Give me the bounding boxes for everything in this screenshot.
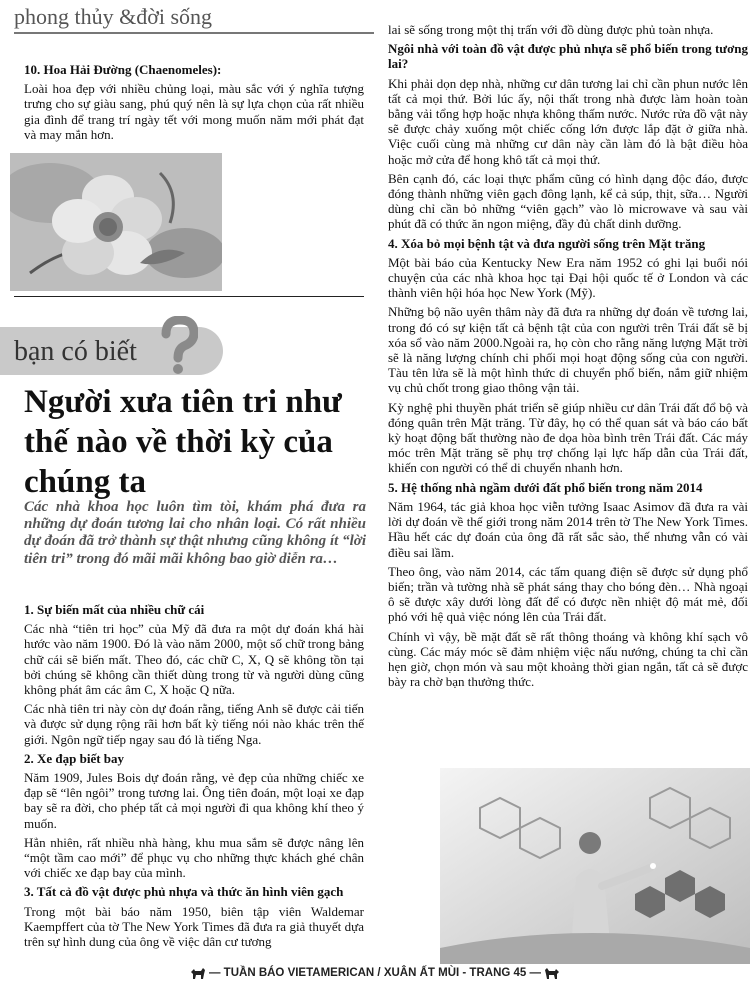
section-2-paragraph: Hẳn nhiên, rất nhiều nhà hàng, khu mua sắm sẽ được nâng lên “một tầm cao mới” để phục vụ cho những thực khách ghé chân với chiếc xe đạp bay của mình. — [24, 834, 364, 881]
section-3-paragraph: Trong một bài báo năm 1950, biên tập viên Waldemar Kaempffert của tờ The New York Times đã đưa ra giả thuyết dựa trên sự hình dung của ông về việc dân cư tương — [24, 903, 364, 950]
section-divider — [14, 296, 364, 297]
flower-heading: 10. Hoa Hải Đường (Chaenomeles): — [24, 62, 222, 77]
left-column — [24, 602, 364, 953]
section-5-paragraph: Năm 1964, tác giả khoa học viễn tưởng Isaac Asimov đã đưa ra vài lời dự đoán về thế giới trong năm 2014 trên tờ The New York Times. Hầu hết các dự đoán của ông đã rất sắc sảo, thế nhưng vẫn có vài điều sai lầm. — [388, 498, 748, 560]
section-2-paragraph: Năm 1909, Jules Bois dự đoán rằng, vẻ đẹp của những chiếc xe đạp sẽ “lên ngôi” trong tương lai. Ông tiên đoán, một loại xe đạp bay sẽ ra đời, cho phép tất cả mọi người đi qua không khí theo ý muốn. — [24, 770, 364, 831]
section-4-paragraph: Kỳ nghệ phi thuyền phát triển sẽ giúp nhiều cư dân Trái đất đổ bộ và đóng quân trên Mặt trăng. Từ đây, họ có thể quan sát và báo cáo bất kỳ hoạt động bất thường nào đe dọa hòa bình trên Trái đất. Các máy móc trên Mặt trăng sẽ phụ trợ chống lại lực hấp dẫn của Trái đất, khiến con người có thể di chuyển nhanh hơn. — [388, 399, 748, 476]
camellia-photo — [10, 153, 222, 291]
section-3-continuation: lai sẽ sống trong một thị trấn với đồ dùng được phủ toàn nhựa. — [388, 22, 714, 37]
right-column — [388, 22, 748, 693]
section-1-paragraph: Các nhà tiên tri này còn dự đoán rằng, tiếng Anh sẽ được cải tiến và được sử dụng rộng rãi hơn bất kỳ tiếng nói nào khác trên thế giới. Ngôn ngữ tiếp ngay sau đó là tiếng Nga. — [24, 701, 364, 747]
banner-label: bạn có biết — [14, 336, 137, 367]
footer-text: — TUẦN BÁO VIETAMERICAN / XUÂN ẤT MÙI - TRANG 45 — — [208, 967, 541, 980]
section-1-heading: 1. Sự biến mất của nhiều chữ cái — [24, 602, 205, 617]
article-title: Người xưa tiên tri như thế nào về thời kỳ của chúng ta — [24, 384, 342, 500]
section-header: phong thủy &đời sống — [14, 4, 213, 29]
header-rule — [14, 32, 374, 34]
plastic-home-heading: Ngôi nhà với toàn đồ vật được phủ nhựa sẽ phổ biến trong tương lai? — [388, 41, 748, 72]
section-4-paragraph: Một bài báo của Kentucky New Era năm 1952 có ghi lại buổi nói chuyện của các nhà khoa học tại Đại hội quốc tế ở London và các thành viên hội hóa học New York (Mỹ). — [388, 254, 748, 301]
camellia-illustration — [10, 153, 222, 291]
plastic-home-paragraph: Bên cạnh đó, các loại thực phẩm cũng có hình dạng độc đáo, được đóng thành những viên gạch đông lạnh, kể cả súp, thịt, sữa… Người dùng chỉ cần bỏ những “viên gạch” vào lò microwave và sau vài phút đã có thức ăn ngon miệng, đầy đủ chất dinh dưỡng. — [388, 170, 748, 232]
section-5-paragraph: Chính vì vậy, bề mặt đất sẽ rất thông thoáng và không khí sạch vô cùng. Các máy móc sẽ đảm nhiệm việc nấu nướng, chúng ta chỉ cần hẹn giờ, chọn món và sau một khoảng thời gian ngắn, tất cả sẽ được bày ra chờ bạn thưởng thức. — [388, 628, 748, 690]
flower-body: Loài hoa đẹp với nhiều chủng loại, màu sắc với ý nghĩa tượng trưng cho sự giàu sang, phú quý nên là sự lựa chọn của rất nhiều gia đình để trang trí ngày tết với mong muốn năm mới phát đạt và may mắn hơn. — [24, 81, 364, 142]
article-intro: Các nhà khoa học luôn tìm tòi, khám phá đưa ra những dự đoán tương lai cho nhân loại. Có rất nhiều dự đoán đã trở thành sự thật nhưng cũng không ít “lời tiên tri” trong đó mãi mãi không bao giờ diễn ra… — [24, 499, 366, 567]
woman-hologram-illustration — [440, 768, 750, 964]
section-4-paragraph: Những bộ não uyên thâm này đã đưa ra những dự đoán về tương lai, trong đó có sự kiện tất cả bệnh tật của con người trên Trái đất sẽ bị xóa sổ vào năm 2000.Ngoài ra, họ còn cho rằng năng lượng Mặt trời sẽ là năng lượng chính chi phối mọi hoạt động sống của con người. Tàu tên lửa sẽ là một hình thức di chuyển phổ biến, nắm giữ nhiệm vụ chủ chốt trong giao thông vận tải. — [388, 304, 748, 396]
section-3-heading: 3. Tất cả đồ vật được phủ nhựa và thức ăn hình viên gạch — [24, 884, 344, 900]
question-mark-icon — [158, 316, 198, 376]
dog-right-icon — [544, 966, 560, 980]
plastic-home-paragraph: Khi phải dọn dẹp nhà, những cư dân tương lai chỉ cần phun nước lên tất cả mọi thứ. Bởi lúc ấy, nội thất trong nhà được làm hoàn toàn bằng vải tổng hợp hoặc nhựa không thấm nước. Nước rửa đồ vật này sẽ được chảy xuống một chiếc cống lớn được lắp đặt ở giữa nhà. Việc cuối cùng mà những cư dân này cần làm đó là bật điều hòa hoặc mở cửa để hong khô tất cả mọi thứ. — [388, 75, 748, 167]
page-footer — [0, 966, 750, 980]
dog-left-icon — [190, 966, 206, 980]
section-4-heading: 4. Xóa bỏ mọi bệnh tật và đưa người sống trên Mặt trăng — [388, 235, 706, 251]
section-2-heading: 2. Xe đạp biết bay — [24, 750, 125, 766]
section-5-heading: 5. Hệ thống nhà ngầm dưới đất phổ biến trong năm 2014 — [388, 479, 703, 495]
future-tech-photo — [440, 768, 750, 964]
section-5-paragraph: Theo ông, vào năm 2014, các tấm quang điện sẽ được sử dụng phổ biến; trần và tường nhà sẽ phát sáng thay cho bóng đèn… Nhà ngoại ô sẽ được xây dưới lòng đất để có được nền nhiệt độ mát mẻ, đối phó với hệ quả việc nóng lên của Trái đất. — [388, 563, 748, 625]
flower-section — [24, 62, 364, 146]
section-1-paragraph: Các nhà “tiên tri học” của Mỹ đã đưa ra một dự đoán khá hài hước vào năm 1900. Đó là vào năm 2000, một số chữ trong bảng chữ cái sẽ biến mất. Theo đó, các chữ C, X, Q sẽ không tồn tại bởi chúng sẽ không cần thiết dùng trong từ và người dùng cũng không phát âm các âm C, X hoặc Q nữa. — [24, 621, 364, 698]
